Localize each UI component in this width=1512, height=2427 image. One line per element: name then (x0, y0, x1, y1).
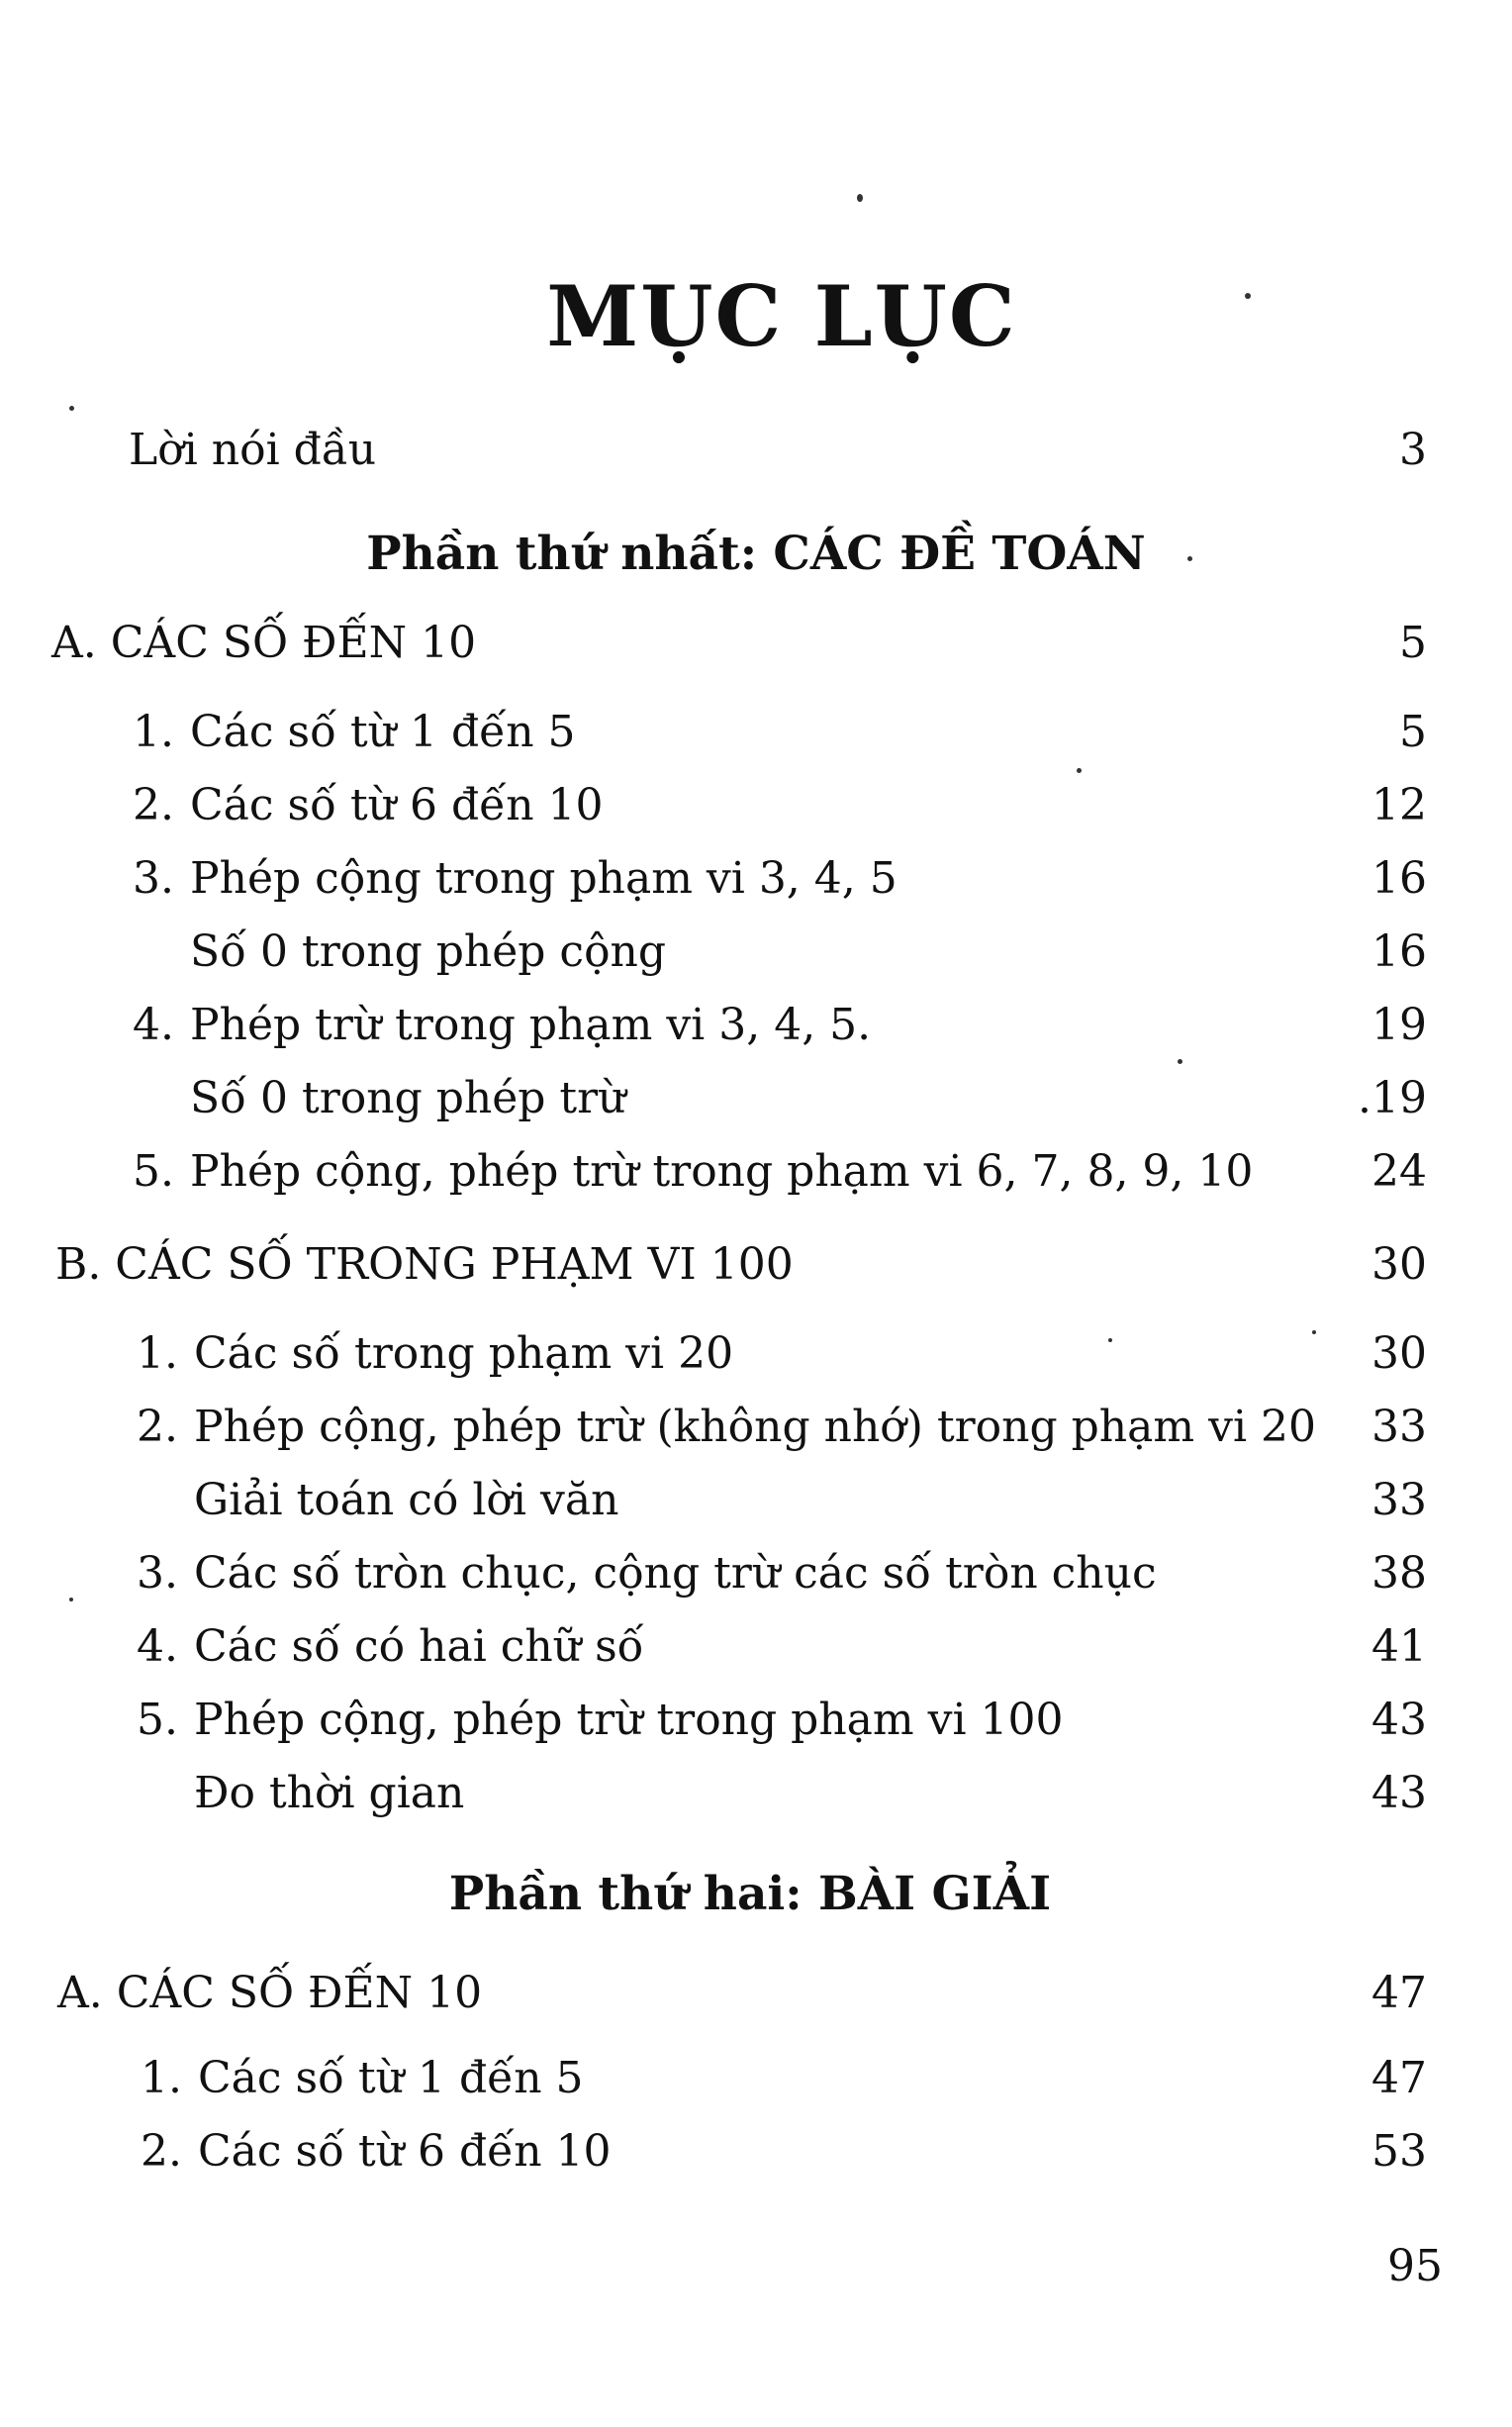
toc-section (0, 614, 1512, 673)
entry-title: Các số tròn chục, cộng trừ các số tròn chục (194, 1548, 1157, 1599)
scan-speck (69, 406, 74, 411)
entry-title: Các số từ 6 đến 10 (198, 2126, 612, 2177)
entry-number: 5. (137, 1695, 178, 1745)
toc-entry (0, 1691, 1512, 1750)
scan-speck (1312, 1330, 1316, 1334)
entry-label (133, 703, 576, 762)
entry-page: .19 (1358, 1073, 1427, 1123)
toc-entry (0, 1069, 1512, 1128)
entry-page: 33 (1371, 1402, 1427, 1452)
entry-label (137, 1398, 1316, 1457)
section-label: B. CÁC SỐ TRONG PHẠM VI 100 (55, 1239, 794, 1290)
entry-label (137, 1691, 1064, 1750)
entry-title: Phép cộng, phép trừ trong phạm vi 6, 7, 8, 9, 10 (190, 1146, 1254, 1197)
entry-number: 2. (137, 1402, 178, 1452)
entry-label (137, 1617, 644, 1677)
entry-title: Phép cộng, phép trừ (không nhớ) trong phạm vi 20 (194, 1402, 1316, 1452)
entry-page: 38 (1371, 1548, 1427, 1599)
entry-page: 53 (1371, 2126, 1427, 2177)
toc-entry (0, 703, 1512, 762)
entry-title: Các số từ 6 đến 10 (190, 780, 604, 830)
scan-speck (1245, 293, 1251, 299)
entry-number: 5. (133, 1146, 174, 1197)
entry-number: 4. (133, 1000, 174, 1050)
toc-section (0, 1235, 1512, 1295)
toc-entry (0, 849, 1512, 909)
entry-label (141, 2122, 612, 2182)
part-heading: Phần thứ hai: BÀI GIẢI (448, 1867, 1052, 1921)
entry-title: Phép cộng, phép trừ trong phạm vi 100 (194, 1695, 1064, 1745)
entry-page: 5 (1399, 618, 1427, 668)
entry-label (133, 849, 898, 909)
entry-number: 1. (133, 707, 174, 757)
toc-entry (0, 922, 1512, 982)
entry-page: 30 (1371, 1239, 1427, 1290)
section-label: A. CÁC SỐ ĐẾN 10 (51, 618, 477, 668)
entry-page: 5 (1399, 707, 1427, 757)
entry-page: 24 (1371, 1146, 1427, 1197)
entry-title: Các số từ 1 đến 5 (198, 2053, 584, 2103)
scan-speck (1187, 556, 1192, 561)
entry-label (137, 1471, 618, 1530)
entry-number: 2. (141, 2126, 182, 2177)
entry-number: 3. (137, 1548, 178, 1599)
entry-page: 47 (1371, 2053, 1427, 2103)
entry-title: Phép trừ trong phạm vi 3, 4, 5. (190, 1000, 872, 1050)
scan-speck (1178, 1059, 1182, 1064)
section-label: A. CÁC SỐ ĐẾN 10 (57, 1968, 483, 2018)
entry-label (133, 1069, 625, 1128)
toc-entry (0, 1544, 1512, 1603)
entry-label (137, 1324, 733, 1384)
entry-label (137, 1544, 1157, 1603)
entry-label (137, 1764, 464, 1823)
entry-title: Số 0 trong phép trừ (190, 1073, 626, 1123)
entry-title: Giải toán có lời văn (194, 1475, 619, 1525)
toc-entry (0, 2122, 1512, 2182)
toc-entry (0, 1398, 1512, 1457)
entry-title: Các số trong phạm vi 20 (194, 1328, 734, 1379)
entry-label (133, 776, 604, 835)
toc-section (0, 1964, 1512, 2023)
entry-number: 2. (133, 780, 174, 830)
entry-page: 3 (1399, 425, 1427, 475)
entry-number: 1. (137, 1328, 178, 1379)
entry-label (133, 922, 666, 982)
toc-entry (0, 1764, 1512, 1823)
entry-title: Phép cộng trong phạm vi 3, 4, 5 (190, 853, 898, 904)
entry-title: Các số từ 1 đến 5 (190, 707, 576, 757)
entry-page: 16 (1371, 853, 1427, 904)
entry-page: 43 (1371, 1768, 1427, 1818)
toc-entry (0, 1471, 1512, 1530)
entry-page: 47 (1371, 1968, 1427, 2018)
entry-label (133, 996, 871, 1055)
entry-page: 19 (1371, 1000, 1427, 1050)
toc-entry (0, 776, 1512, 835)
toc-entry (0, 1617, 1512, 1677)
scan-speck (1108, 1338, 1112, 1342)
entry-title: Các số có hai chữ số (194, 1621, 644, 1672)
toc-entry (0, 2049, 1512, 2108)
entry-label: Lời nói đầu (129, 425, 377, 475)
entry-label (133, 1142, 1253, 1202)
scan-speck (69, 1598, 73, 1602)
toc-entry (0, 996, 1512, 1055)
entry-number: 1. (141, 2053, 182, 2103)
part-heading: Phần thứ nhất: CÁC ĐỀ TOÁN (366, 527, 1146, 581)
entry-page: 43 (1371, 1695, 1427, 1745)
entry-label (141, 2049, 584, 2108)
entry-page: 33 (1371, 1475, 1427, 1525)
scan-speck (1077, 768, 1082, 773)
toc-entry (0, 1142, 1512, 1202)
toc-entry-preface (0, 421, 1512, 480)
entry-title: Số 0 trong phép cộng (190, 926, 667, 977)
toc-entry (0, 1324, 1512, 1384)
entry-number: 3. (133, 853, 174, 904)
entry-number: 4. (137, 1621, 178, 1672)
page-title: MỤC LỤC (546, 267, 1017, 365)
scan-speck (857, 194, 863, 202)
page-number: 95 (1387, 2241, 1443, 2291)
entry-page: 16 (1371, 926, 1427, 977)
entry-page: 12 (1371, 780, 1427, 830)
entry-page: 41 (1371, 1621, 1427, 1672)
entry-page: 30 (1371, 1328, 1427, 1379)
entry-title: Đo thời gian (194, 1768, 465, 1818)
